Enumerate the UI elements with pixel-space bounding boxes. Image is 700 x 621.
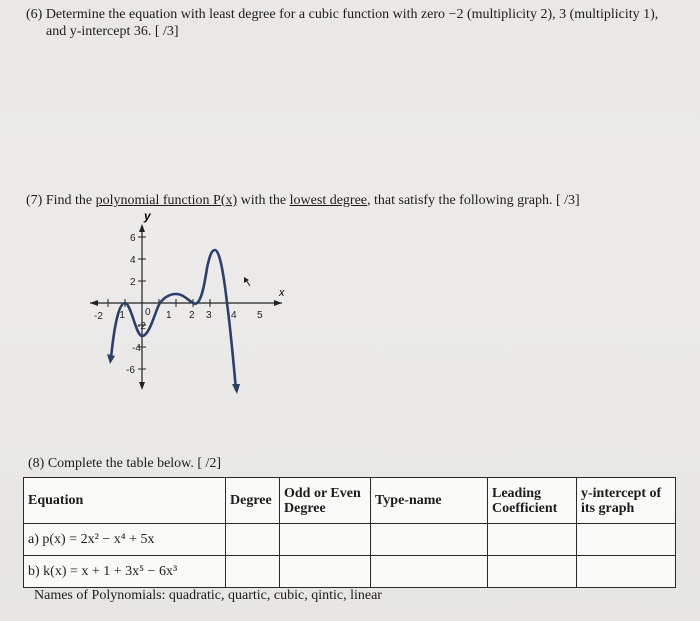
header-leading-coefficient: Leading Coefficient — [488, 478, 577, 524]
polynomial-names: Names of Polynomials: quadratic, quartic, cubic, qintic, linear — [34, 588, 382, 603]
question-7-underlined-degree: lowest degree — [289, 193, 368, 208]
row-a-y-intercept-cell[interactable] — [577, 524, 676, 556]
y-tick-label: -6 — [126, 365, 135, 376]
x-tick-label: -1 — [116, 310, 125, 321]
x-tick-label: 5 — [257, 310, 263, 321]
row-a-equation: a) p(x) = 2x² − x⁴ + 5x — [24, 524, 226, 556]
question-6-line2: and y-intercept 36. [ /3] — [46, 24, 179, 39]
polynomial-graph — [84, 208, 294, 398]
annotation-arrow-icon — [244, 277, 249, 283]
header-type-name: Type-name — [371, 478, 488, 524]
table-row — [24, 556, 676, 588]
x-tick-label: 0 — [145, 307, 151, 318]
question-7 — [26, 192, 686, 209]
x-axis-arrow-icon — [274, 300, 282, 306]
y-tick-label: 6 — [130, 233, 136, 244]
row-b-odd-even-cell[interactable] — [280, 556, 371, 588]
question-7-mid: with the — [237, 193, 290, 208]
question-6-line1: (6) Determine the equation with least degree for a cubic function with zero −2 (multiplicity 2), 3 (multiplicity 1), — [26, 7, 659, 22]
table-header-row — [24, 478, 676, 524]
question-7-suffix: , that satisfy the following graph. [ /3] — [367, 193, 580, 208]
row-a-degree-cell[interactable] — [226, 524, 280, 556]
header-y-intercept: y-intercept of its graph — [577, 478, 676, 524]
row-b-type-name-cell[interactable] — [371, 556, 488, 588]
y-axis-down-arrow-icon — [139, 382, 145, 390]
y-tick-label: -2 — [137, 321, 146, 332]
row-b-equation: b) k(x) = x + 1 + 3x⁵ − 6x³ — [24, 556, 226, 588]
curve-end-arrow-icon — [232, 384, 240, 394]
row-a-leading-coefficient-cell[interactable] — [488, 524, 577, 556]
curve-start-arrow-icon — [107, 354, 115, 364]
y-axis-arrow-icon — [139, 224, 145, 232]
row-a-odd-even-cell[interactable] — [280, 524, 371, 556]
x-axis-left-arrow-icon — [90, 300, 98, 306]
x-tick-label: 3 — [206, 310, 212, 321]
y-tick-label: -4 — [132, 343, 141, 354]
y-tick-label: 2 — [130, 277, 136, 288]
polynomial-table — [23, 477, 676, 588]
header-equation: Equation — [24, 478, 226, 524]
x-tick-label: 4 — [231, 310, 237, 321]
row-a-type-name-cell[interactable] — [371, 524, 488, 556]
x-tick-label: -2 — [94, 311, 103, 322]
row-b-leading-coefficient-cell[interactable] — [488, 556, 577, 588]
question-7-underlined-function: polynomial function P(x) — [95, 193, 238, 208]
table-row — [24, 524, 676, 556]
question-7-prefix: (7) Find the — [26, 193, 96, 208]
header-degree: Degree — [226, 478, 280, 524]
header-odd-even: Odd or Even Degree — [280, 478, 371, 524]
x-tick-label: 2 — [189, 310, 195, 321]
question-6 — [26, 6, 686, 40]
row-b-y-intercept-cell[interactable] — [577, 556, 676, 588]
question-8: (8) Complete the table below. [ /2] — [28, 456, 222, 471]
x-tick-label: 1 — [166, 310, 172, 321]
row-b-degree-cell[interactable] — [226, 556, 280, 588]
y-tick-label: 4 — [130, 255, 136, 266]
x-axis-label: x — [279, 287, 285, 299]
y-axis-label: y — [144, 209, 151, 223]
